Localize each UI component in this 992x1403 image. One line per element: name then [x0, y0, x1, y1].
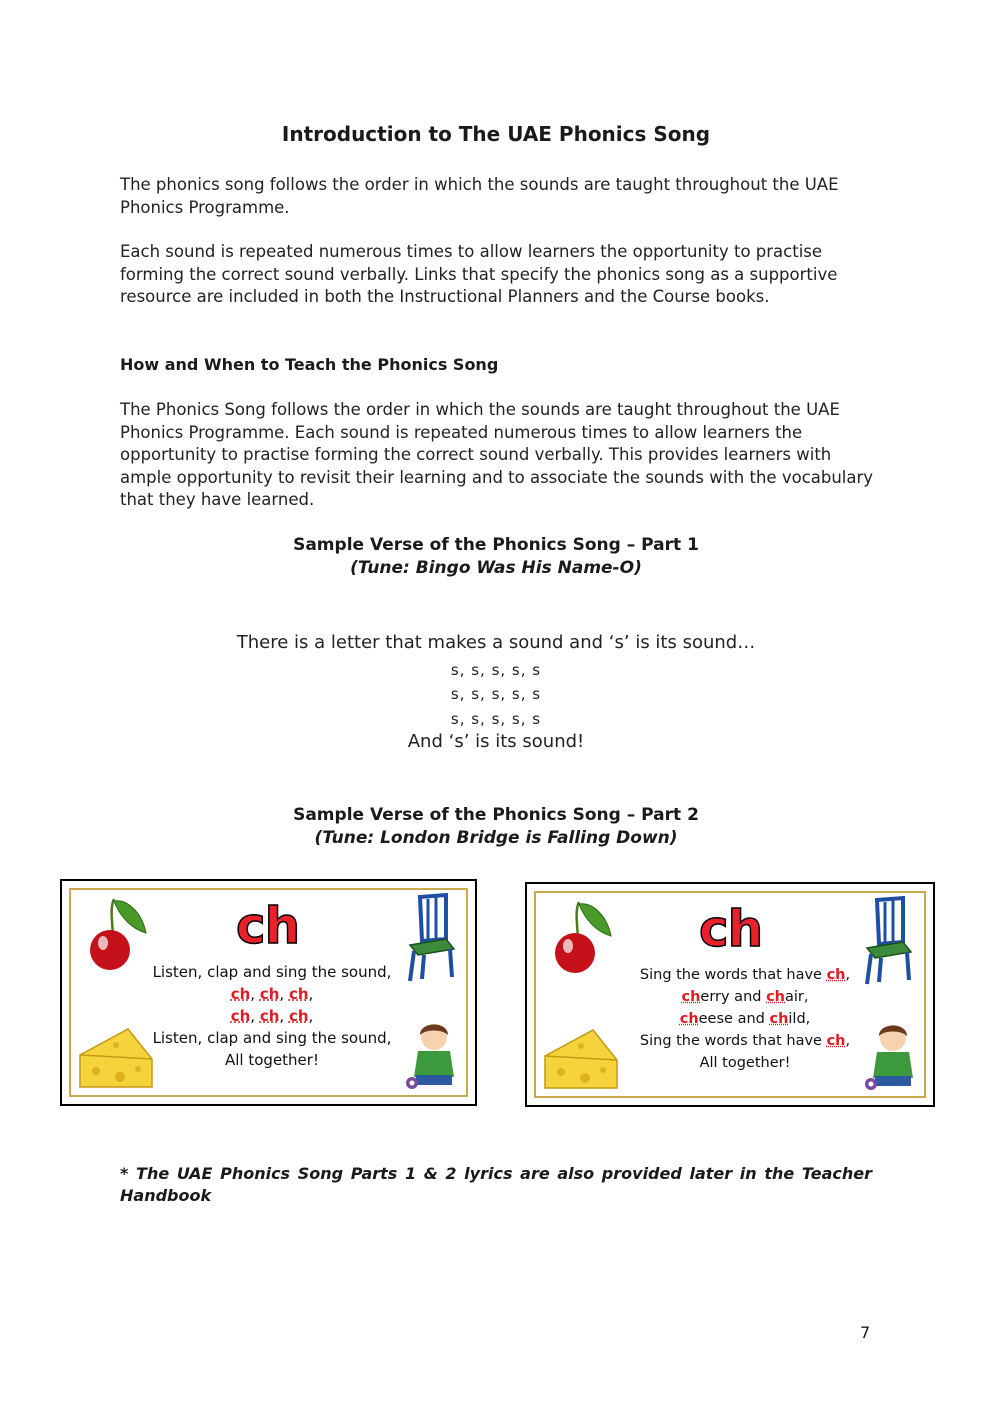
card-1-line-2: ch, ch, ch,: [230, 985, 314, 1003]
footnote: * The UAE Phonics Song Parts 1 & 2 lyrics are also provided later in the Teacher Handbook: [120, 1164, 872, 1205]
child-icon: [863, 1022, 923, 1092]
intro-paragraph-1: The phonics song follows the order in which the sounds are taught throughout the UAE Phonics Programme.: [120, 175, 839, 217]
child-icon: [404, 1021, 464, 1091]
card-1-lyrics: [142, 961, 402, 1071]
part1-tune: (Tune: Bingo Was His Name-O): [350, 558, 642, 578]
page-number: 7: [860, 1323, 871, 1342]
how-when-paragraph: The Phonics Song follows the order in which the sounds are taught throughout the UAE Phonics Programme. Each sound is repeated numerous times to allow learners the opportunity to practise forming the correct sound verbally. This provides learners with ample opportunity to revisit their learning and to associate the sounds with the vocabulary that they have learned.: [120, 400, 874, 510]
part2-tune: (Tune: London Bridge is Falling Down): [314, 828, 678, 848]
cherry-icon: [80, 895, 150, 970]
intro-paragraph-2: Each sound is repeated numerous times to allow learners the opportunity to practise forming the correct sound verbally. Links that specify the phonics song as a supportive resource are included in both the Instructional Planners and the Course books.: [120, 242, 838, 307]
card-2-lyrics: [609, 964, 881, 1074]
cheese-icon: [541, 1026, 621, 1094]
card-2-line-4: Sing the words that have ch,: [639, 1033, 851, 1049]
song-card-2: [525, 882, 935, 1107]
part1-lyric-line-2: s, s, s, s, s: [450, 661, 542, 679]
part1-title: Sample Verse of the Phonics Song – Part 1: [293, 535, 699, 555]
card-1-heading: ch: [236, 897, 300, 955]
song-card-1: [60, 879, 477, 1106]
chair-icon: [406, 893, 458, 983]
card-1-line-4: Listen, clap and sing the sound,: [152, 1029, 392, 1047]
part1-lyric-line-4: s, s, s, s, s: [450, 710, 542, 728]
cherry-icon: [545, 898, 615, 973]
part1-lyric-line-5: And ‘s’ is its sound!: [407, 731, 585, 752]
part2-title: Sample Verse of the Phonics Song – Part 2: [293, 805, 699, 825]
card-1-line-3: ch, ch, ch,: [230, 1007, 314, 1025]
card-2-line-3: cheese and child,: [679, 1011, 811, 1027]
card-2-heading: ch: [699, 900, 763, 958]
card-2-line-1: Sing the words that have ch,: [639, 967, 851, 983]
how-when-heading: How and When to Teach the Phonics Song: [120, 355, 499, 374]
card-2-line-5: All together!: [699, 1055, 791, 1071]
part1-lyric-line-1: There is a letter that makes a sound and ‘s’ is its sound…: [236, 632, 756, 653]
part1-lyric-line-3: s, s, s, s, s: [450, 685, 542, 703]
page-title: Introduction to The UAE Phonics Song: [281, 122, 711, 146]
cheese-icon: [76, 1025, 156, 1093]
card-2-line-2: cherry and chair,: [681, 989, 809, 1005]
card-1-line-5: All together!: [225, 1051, 319, 1069]
card-1-line-1: Listen, clap and sing the sound,: [152, 963, 392, 981]
